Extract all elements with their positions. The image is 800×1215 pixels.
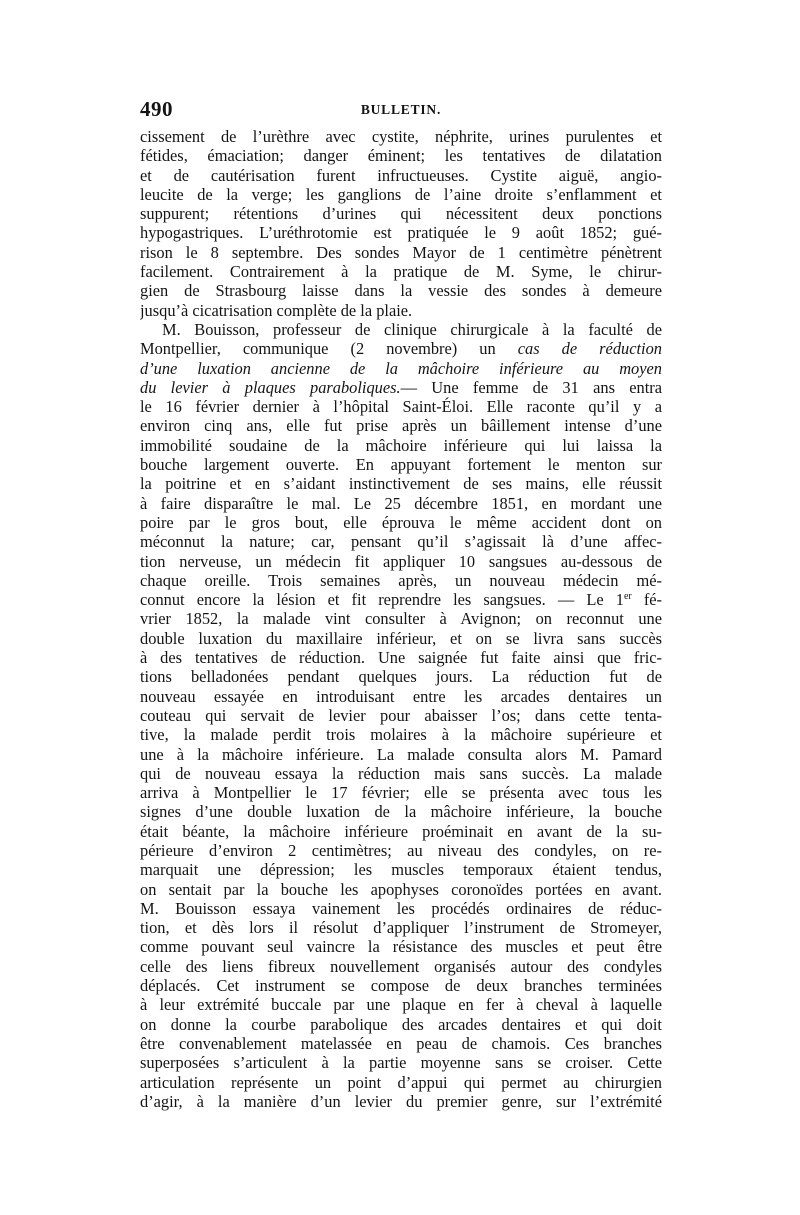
- text-line: [140, 359, 662, 378]
- text-line: [140, 166, 662, 185]
- text-line: [140, 339, 662, 358]
- text-run: à des tentatives de réduction. Une saignée fut faite ainsi que fric-: [140, 648, 662, 668]
- text-line: [140, 301, 662, 320]
- text-run: tive, la malade perdit trois molaires à la mâchoire supérieure et: [140, 725, 662, 745]
- italic-text: du levier à plaques paraboliques.: [140, 377, 401, 397]
- text-run: le 16 février dernier à l’hôpital Saint-Éloi. Elle raconte qu’il y a: [140, 397, 662, 417]
- text-line: [140, 745, 662, 764]
- text-run: leucite de la verge; les ganglions de l’aine droite s’enflamment et: [140, 184, 662, 204]
- text-line: [140, 725, 662, 744]
- text-run: qui de nouveau essaya la réduction mais sans succès. La malade: [140, 763, 662, 783]
- text-run: articulation représente un point d’appui qui permet au chirurgien: [140, 1072, 662, 1092]
- text-line: [140, 764, 662, 783]
- page-header: [140, 97, 662, 127]
- text-run: immobilité soudaine de la mâchoire inférieure qui lui laissa la: [140, 435, 662, 455]
- text-run: périeure d’environ 2 centimètres; au niveau des condyles, on re-: [140, 840, 662, 860]
- text-line: [140, 455, 662, 474]
- text-line: [140, 706, 662, 725]
- text-run: à leur extrémité buccale par une plaque en fer à cheval à laquelle: [140, 995, 662, 1015]
- text-run: déplacés. Cet instrument se compose de deux branches terminées: [140, 976, 662, 996]
- text-line: [140, 1053, 662, 1072]
- text-line: [140, 474, 662, 493]
- text-run: poire par le gros bout, elle éprouva le même accident dont on: [140, 512, 662, 532]
- text-run: et de cautérisation furent infructueuses. Cystite aiguë, angio-: [140, 165, 662, 185]
- text-run: être convenablement matelassée en peau de chamois. Ces branches: [140, 1033, 662, 1053]
- text-line: [140, 860, 662, 879]
- text-run: fétides, émaciation; danger éminent; les tentatives de dilatation: [140, 146, 662, 166]
- text-run: double luxation du maxillaire inférieur, et on se livra sans succès: [140, 628, 662, 648]
- text-line: [140, 918, 662, 937]
- text-run: rison le 8 septembre. Des sondes Mayor de 1 centimètre pénètrent: [140, 242, 662, 262]
- text-line: [140, 552, 662, 571]
- text-line: [140, 494, 662, 513]
- text-line: [140, 204, 662, 223]
- text-line: [140, 397, 662, 416]
- text-run: arriva à Montpellier le 17 février; elle se présenta avec tous les: [140, 783, 662, 803]
- text-line: [140, 937, 662, 956]
- text-line: [140, 802, 662, 821]
- text-run: couteau qui servait de levier pour abaisser l’os; dans cette tenta-: [140, 705, 662, 725]
- text-run: connut encore la lésion et fit reprendre les sangsues. — Le 1: [140, 590, 624, 610]
- text-run: fé-: [631, 590, 662, 610]
- text-run: tion, et dès lors il résolut d’appliquer l’instrument de Stromeyer,: [140, 918, 662, 938]
- text-line: [140, 532, 662, 551]
- text-line: [140, 667, 662, 686]
- page-number: 490: [140, 97, 173, 121]
- text-run: à faire disparaître le mal. Le 25 décembre 1851, en mordant une: [140, 493, 662, 513]
- text-line: [140, 822, 662, 841]
- text-run: on sentait par la bouche les apophyses coronoïdes portées en avant.: [140, 879, 662, 899]
- text-run: tion nerveuse, un médecin fit appliquer 10 sangsues au-dessous de: [140, 551, 662, 571]
- text-run: hypogastriques. L’uréthrotomie est pratiquée le 9 août 1852; gué-: [140, 223, 662, 243]
- text-run: M. Bouisson, professeur de clinique chirurgicale à la faculté de: [162, 319, 662, 339]
- text-run: cissement de l’urèthre avec cystite, néphrite, urines purulentes et: [140, 127, 662, 146]
- text-line: [140, 262, 662, 281]
- text-line: [140, 1073, 662, 1092]
- text-line: [140, 1034, 662, 1053]
- text-line: [140, 243, 662, 262]
- text-line: [140, 976, 662, 995]
- text-run: marquait une dépression; les muscles temporaux étaient tendus,: [140, 860, 662, 880]
- text-run: jusqu’à cicatrisation complète de la plaie.: [140, 300, 413, 320]
- text-line: [140, 609, 662, 628]
- text-line: [140, 223, 662, 242]
- text-line: [140, 1092, 662, 1111]
- text-run: facilement. Contrairement à la pratique de M. Syme, le chirur-: [140, 262, 662, 282]
- text-run: suppurent; rétentions d’urines qui nécessitent deux ponctions: [140, 204, 662, 224]
- text-run: — Une femme de 31 ans entra: [400, 377, 662, 397]
- text-line: [140, 957, 662, 976]
- text-run: superposées s’articulent à la partie moyenne sans se croiser. Cette: [140, 1053, 662, 1073]
- text-line: [140, 841, 662, 860]
- text-line: [140, 436, 662, 455]
- text-line: [140, 590, 662, 609]
- text-run: environ cinq ans, elle fut prise après un bâillement intense d’une: [140, 416, 662, 436]
- text-line: [140, 1015, 662, 1034]
- text-run: était béante, la mâchoire inférieure proéminait en avant de la su-: [140, 821, 662, 841]
- running-title: BULLETIN.: [360, 102, 442, 117]
- text-line: [140, 281, 662, 300]
- text-run: signes d’une double luxation de la mâchoire inférieure, la bouche: [140, 802, 662, 822]
- text-line: [140, 378, 662, 397]
- body-text: [140, 127, 662, 1111]
- text-line: [140, 629, 662, 648]
- italic-text: d’une luxation ancienne de la mâchoire inférieure au moyen: [140, 358, 662, 378]
- text-line: [140, 146, 662, 165]
- text-run: comme pouvant seul vaincre la résistance des muscles et peut être: [140, 937, 662, 957]
- text-run: une à la mâchoire inférieure. La malade consulta alors M. Pamard: [140, 744, 662, 764]
- text-line: [140, 899, 662, 918]
- text-line: [140, 320, 662, 339]
- text-run: chaque oreille. Trois semaines après, un nouveau médecin mé-: [140, 570, 662, 590]
- text-run: bouche largement ouverte. En appuyant fortement le menton sur: [140, 455, 662, 475]
- italic-text: cas de réduction: [517, 339, 662, 359]
- text-run: gien de Strasbourg laisse dans la vessie des sondes à demeure: [140, 281, 662, 301]
- text-line: [140, 513, 662, 532]
- book-page: [140, 97, 662, 1111]
- text-line: [140, 783, 662, 802]
- text-line: [140, 995, 662, 1014]
- text-line: [140, 880, 662, 899]
- text-run: méconnut la nature; car, pensant qu’il s’agissait là d’une affec-: [140, 532, 662, 552]
- text-line: [140, 687, 662, 706]
- text-run: celle des liens fibreux nouvellement organisés autour des condyles: [140, 956, 662, 976]
- text-line: [140, 571, 662, 590]
- superscript: er: [623, 591, 632, 603]
- text-run: Montpellier, communique (2 novembre) un: [140, 339, 518, 359]
- text-line: [140, 648, 662, 667]
- text-run: d’agir, à la manière d’un levier du premier genre, sur l’extrémité: [140, 1091, 662, 1111]
- text-run: nouveau essayée en introduisant entre les arcades dentaires un: [140, 686, 662, 706]
- text-run: tions belladonées pendant quelques jours. La réduction fut de: [140, 667, 662, 687]
- text-line: [140, 185, 662, 204]
- text-run: M. Bouisson essaya vainement les procédés ordinaires de réduc-: [140, 898, 662, 918]
- text-run: vrier 1852, la malade vint consulter à Avignon; on reconnut une: [140, 609, 662, 629]
- text-run: on donne la courbe parabolique des arcades dentaires et qui doit: [140, 1014, 662, 1034]
- text-line: [140, 127, 662, 146]
- text-run: la poitrine et en s’aidant instinctivement de ses mains, elle réussit: [140, 474, 662, 494]
- text-line: [140, 416, 662, 435]
